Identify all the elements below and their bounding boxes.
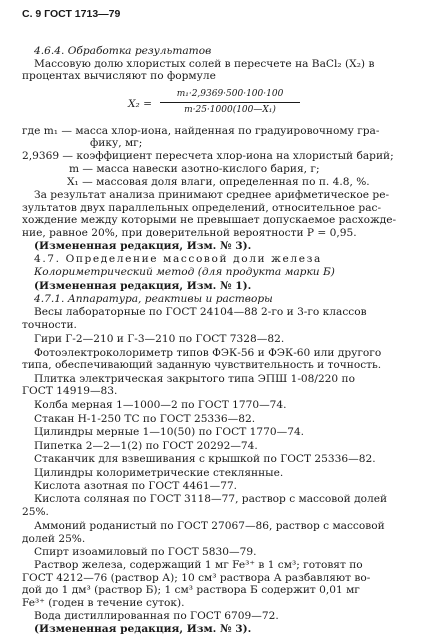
text-line: Вода дистиллированная по ГОСТ 6709—72.: [34, 610, 279, 622]
text-line: Кислота азотная по ГОСТ 4461—77.: [34, 480, 238, 492]
text-line: Цилиндры колориметрические стеклянные.: [34, 467, 284, 479]
text-line: Fe³⁺ (годен в течение суток).: [22, 597, 185, 609]
text-line: 25%.: [22, 506, 49, 518]
text-line: Цилиндры мерные 1—10(50) по ГОСТ 1770—74.: [34, 426, 305, 438]
formula-denominator: m·25·1000(100—X₁): [184, 105, 276, 115]
text-line: (Измененная редакция, Изм. № 1).: [34, 280, 252, 292]
text-line: 2,9369 — коэффициент пересчета хлор-иона на хлористый барий;: [22, 150, 394, 162]
text-line: точности.: [22, 319, 77, 331]
text-line: дой до 1 дм³ (раствор Б); 1 см³ раствора Б содержит 0,01 мг: [22, 584, 360, 596]
text-line: Аммоний роданистый по ГОСТ 27067—86, раствор с массовой: [34, 520, 385, 532]
text-line: X₁ — массовая доля влаги, определенная по п. 4.8, %.: [67, 176, 370, 188]
page-header: С. 9 ГОСТ 1713—79: [22, 8, 121, 20]
text-line: Стаканчик для взвешивания с крышкой по ГОСТ 25336—82.: [34, 453, 376, 465]
text-line: Колба мерная 1—1000—2 по ГОСТ 1770—74.: [34, 399, 287, 411]
text-line: где m₁ — масса хлор-иона, найденная по градуировочному гра-: [22, 125, 380, 137]
text-line: (Измененная редакция, Изм. № 3).: [34, 240, 252, 252]
text-line: Весы лабораторные по ГОСТ 24104—88 2-го и 3-го классов: [34, 306, 367, 318]
text-line: ГОСТ 4212—76 (раствор А); 10 см³ раствора А разбавляют во-: [22, 572, 371, 584]
text-line: Гири Г-2—210 и Г-3—210 по ГОСТ 7328—82.: [34, 333, 285, 345]
text-line: типа, обеспечивающий заданную чувствительность и точность.: [22, 359, 382, 371]
formula-numerator: m₁·2,9369·500·100·100: [176, 89, 284, 99]
text-line: ГОСТ 14919—83.: [22, 385, 118, 397]
text-line: 4.7. Определение массовой доли железа: [34, 253, 322, 265]
text-line: долей 25%.: [22, 533, 86, 545]
text-line: m — масса навески азотно-кислого бария, г;: [69, 163, 320, 175]
text-line: процентах вычисляют по формуле: [22, 70, 216, 82]
text-line: Стакан Н-1-250 ТС по ГОСТ 25336—82.: [34, 413, 256, 425]
text-line: Колориметрический метод (для продукта марки Б): [34, 266, 335, 278]
formula-fraction-bar: [160, 102, 300, 103]
text-line: (Измененная редакция, Изм. № 3).: [34, 623, 252, 635]
text-line: Раствор железа, содержащий 1 мг Fe³⁺ в 1 см³; готовят по: [34, 559, 363, 571]
text-line: 4.7.1. Аппаратура, реактивы и растворы: [34, 293, 273, 305]
text-line: хождение между которыми не превышает допускаемое расхожде-: [22, 214, 397, 226]
text-line: фику, мг;: [90, 137, 143, 149]
text-line: зультатов двух параллельных определений, относительное рас-: [22, 202, 382, 214]
text-line: За результат анализа принимают среднее арифметическое ре-: [34, 189, 390, 201]
text-line: 4.6.4. Обработка результатов: [34, 45, 212, 57]
text-line: Фотоэлектроколориметр типов ФЭК-56 и ФЭК-60 или другого: [34, 347, 382, 359]
text-line: Кислота соляная по ГОСТ 3118—77, раствор с массовой долей: [34, 493, 388, 505]
text-line: Плитка электрическая закрытого типа ЭПШ 1-08/220 по: [34, 373, 355, 385]
formula-lhs: X₂ =: [128, 98, 153, 110]
text-line: Пипетка 2—2—1(2) по ГОСТ 20292—74.: [34, 440, 258, 452]
text-line: Спирт изоамиловый по ГОСТ 5830—79.: [34, 546, 257, 558]
text-line: ние, равное 20%, при доверительной вероятности P = 0,95.: [22, 227, 357, 239]
text-line: Массовую долю хлористых солей в пересчете на BaCl₂ (X₂) в: [34, 58, 375, 70]
